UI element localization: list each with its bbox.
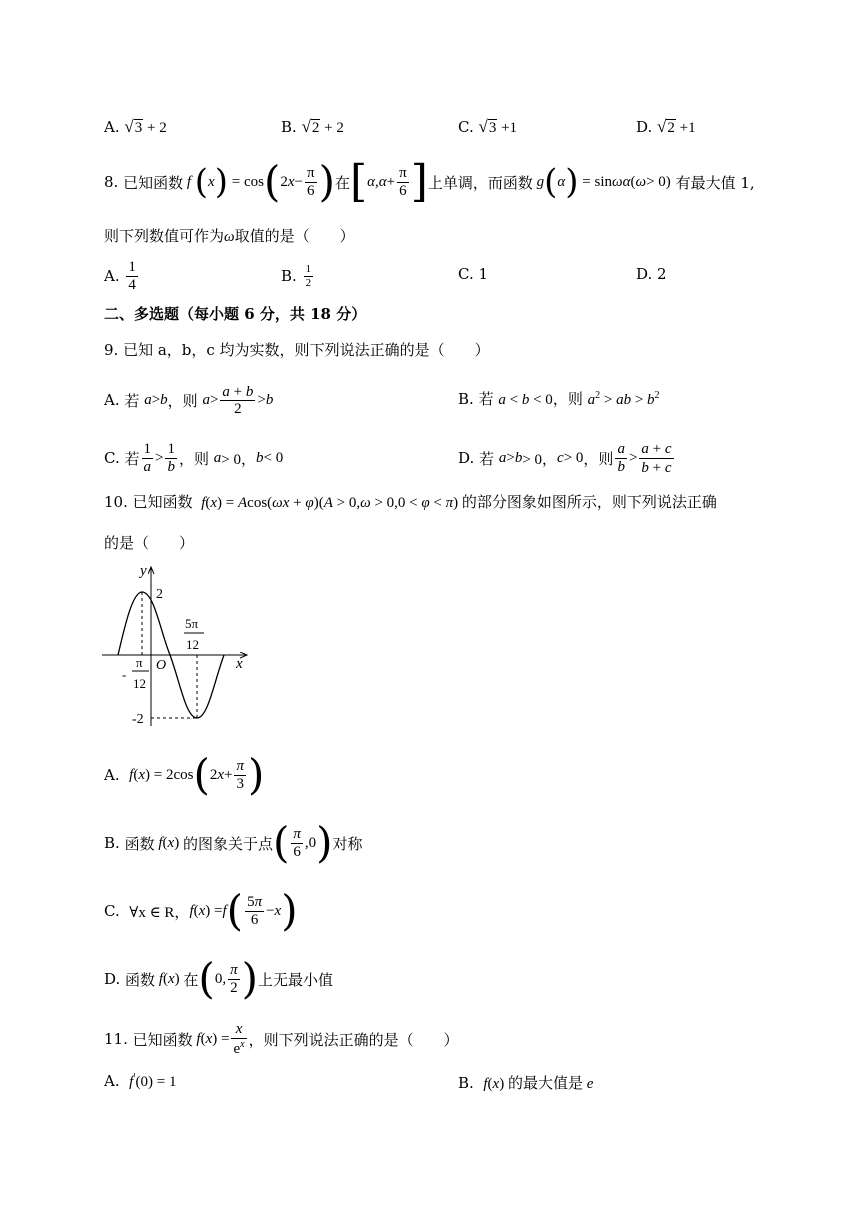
q10-stem-line1: 10. 已知函数 f(x) = Acos(ωx + φ)(A > 0,ω > 0,0 < φ < π) 的部分图象如图所示，则下列说法正确 (104, 493, 717, 511)
q7-option-c: C. √3 +1 (458, 117, 518, 136)
q10-option-d: D. 函数 f ( x ) 在 ( 0, $\frac{\pi}{2}$ ) 上无最小值 (104, 954, 333, 1003)
section-heading: 二、多选题（每小题 6 分，共 18 分） (104, 305, 367, 323)
q10-stem-line2: 的是（ ） (104, 534, 195, 552)
q9-option-c: C. 若 $\frac{1}{a}$ > $\frac{1}{b}$ ，则 a > 0， b < 0 (104, 441, 284, 475)
right-mark-den: 12 (186, 637, 199, 652)
q11-stem: 11. 已知函数 f ( x ) = $\frac{x}{e^x}$ ，则下列说法正确的是（ ） (104, 1021, 459, 1057)
q7-option-d: D. √2 +1 (636, 117, 696, 136)
q10-option-c: C. ∀x ∈ R， f ( x ) = f ( $\frac{5\pi}{6}$ − x ) (104, 886, 298, 935)
y-axis-label: y (140, 563, 147, 579)
q8-stem-line2: 则下列数值可作为ω取值的是（ ） (104, 227, 355, 245)
q11-option-a: A. f′(0) = 1 (104, 1072, 177, 1090)
q9-option-d: D. 若 a > b > 0， c > 0 ，则 $\frac{a}{b}$ > $\frac{a + c}{b + c}$ (458, 441, 672, 476)
q9-option-a: A. 若 a > b ，则 a > $\frac{a + b}{2}$ > b (104, 383, 274, 417)
right-mark-num: 5π (185, 616, 199, 631)
q10-graph (96, 558, 256, 733)
q7-option-a: A. √3 + 2 (104, 117, 167, 136)
q8-option-d: D. 2 (636, 265, 667, 283)
q7-option-b: B. √2 + 2 (281, 117, 344, 136)
left-mark-den: 12 (133, 676, 146, 691)
q8-option-b: B. $\frac{1}{2}$ (281, 263, 312, 289)
origin-label: O (156, 658, 167, 673)
left-mark-sign: - (122, 667, 127, 682)
q8-stem-line1: 8. 已知函数 f ( x ) = cos ( 2 x − $\frac{\pi}{6}$ ) 在 [ α , α + $\frac{\pi}{6}$ ] 上单调，而函数 g ( α ) = sin ωα ( ω > 0) 有最大值 1, (104, 156, 755, 207)
max-value-label: 2 (156, 587, 163, 602)
q10-option-b: B. 函数 f ( x ) 的图象关于点 ( $\frac{\pi}{6}$ ,0 ) 对称 (104, 818, 363, 867)
q10-option-a: A. f ( x ) = 2cos ( 2 x + $\frac{\pi}{3}$ ) (104, 750, 265, 799)
q9-stem: 9. 已知 a，b，c 均为实数，则下列说法正确的是（ ） (104, 341, 490, 359)
left-mark-num: π (136, 655, 143, 670)
q8-option-c: C. 1 (458, 265, 489, 283)
x-axis-label: x (236, 656, 243, 672)
q11-option-b: B. f(x) 的最大值是 e (458, 1074, 594, 1092)
min-value-label: -2 (132, 712, 144, 727)
q8-option-a: A. $\frac{1}{4}$ (104, 259, 136, 293)
q9-option-b: B. 若 a < b < 0，则 $a^2$ > ab > $b^2$ (458, 390, 660, 408)
